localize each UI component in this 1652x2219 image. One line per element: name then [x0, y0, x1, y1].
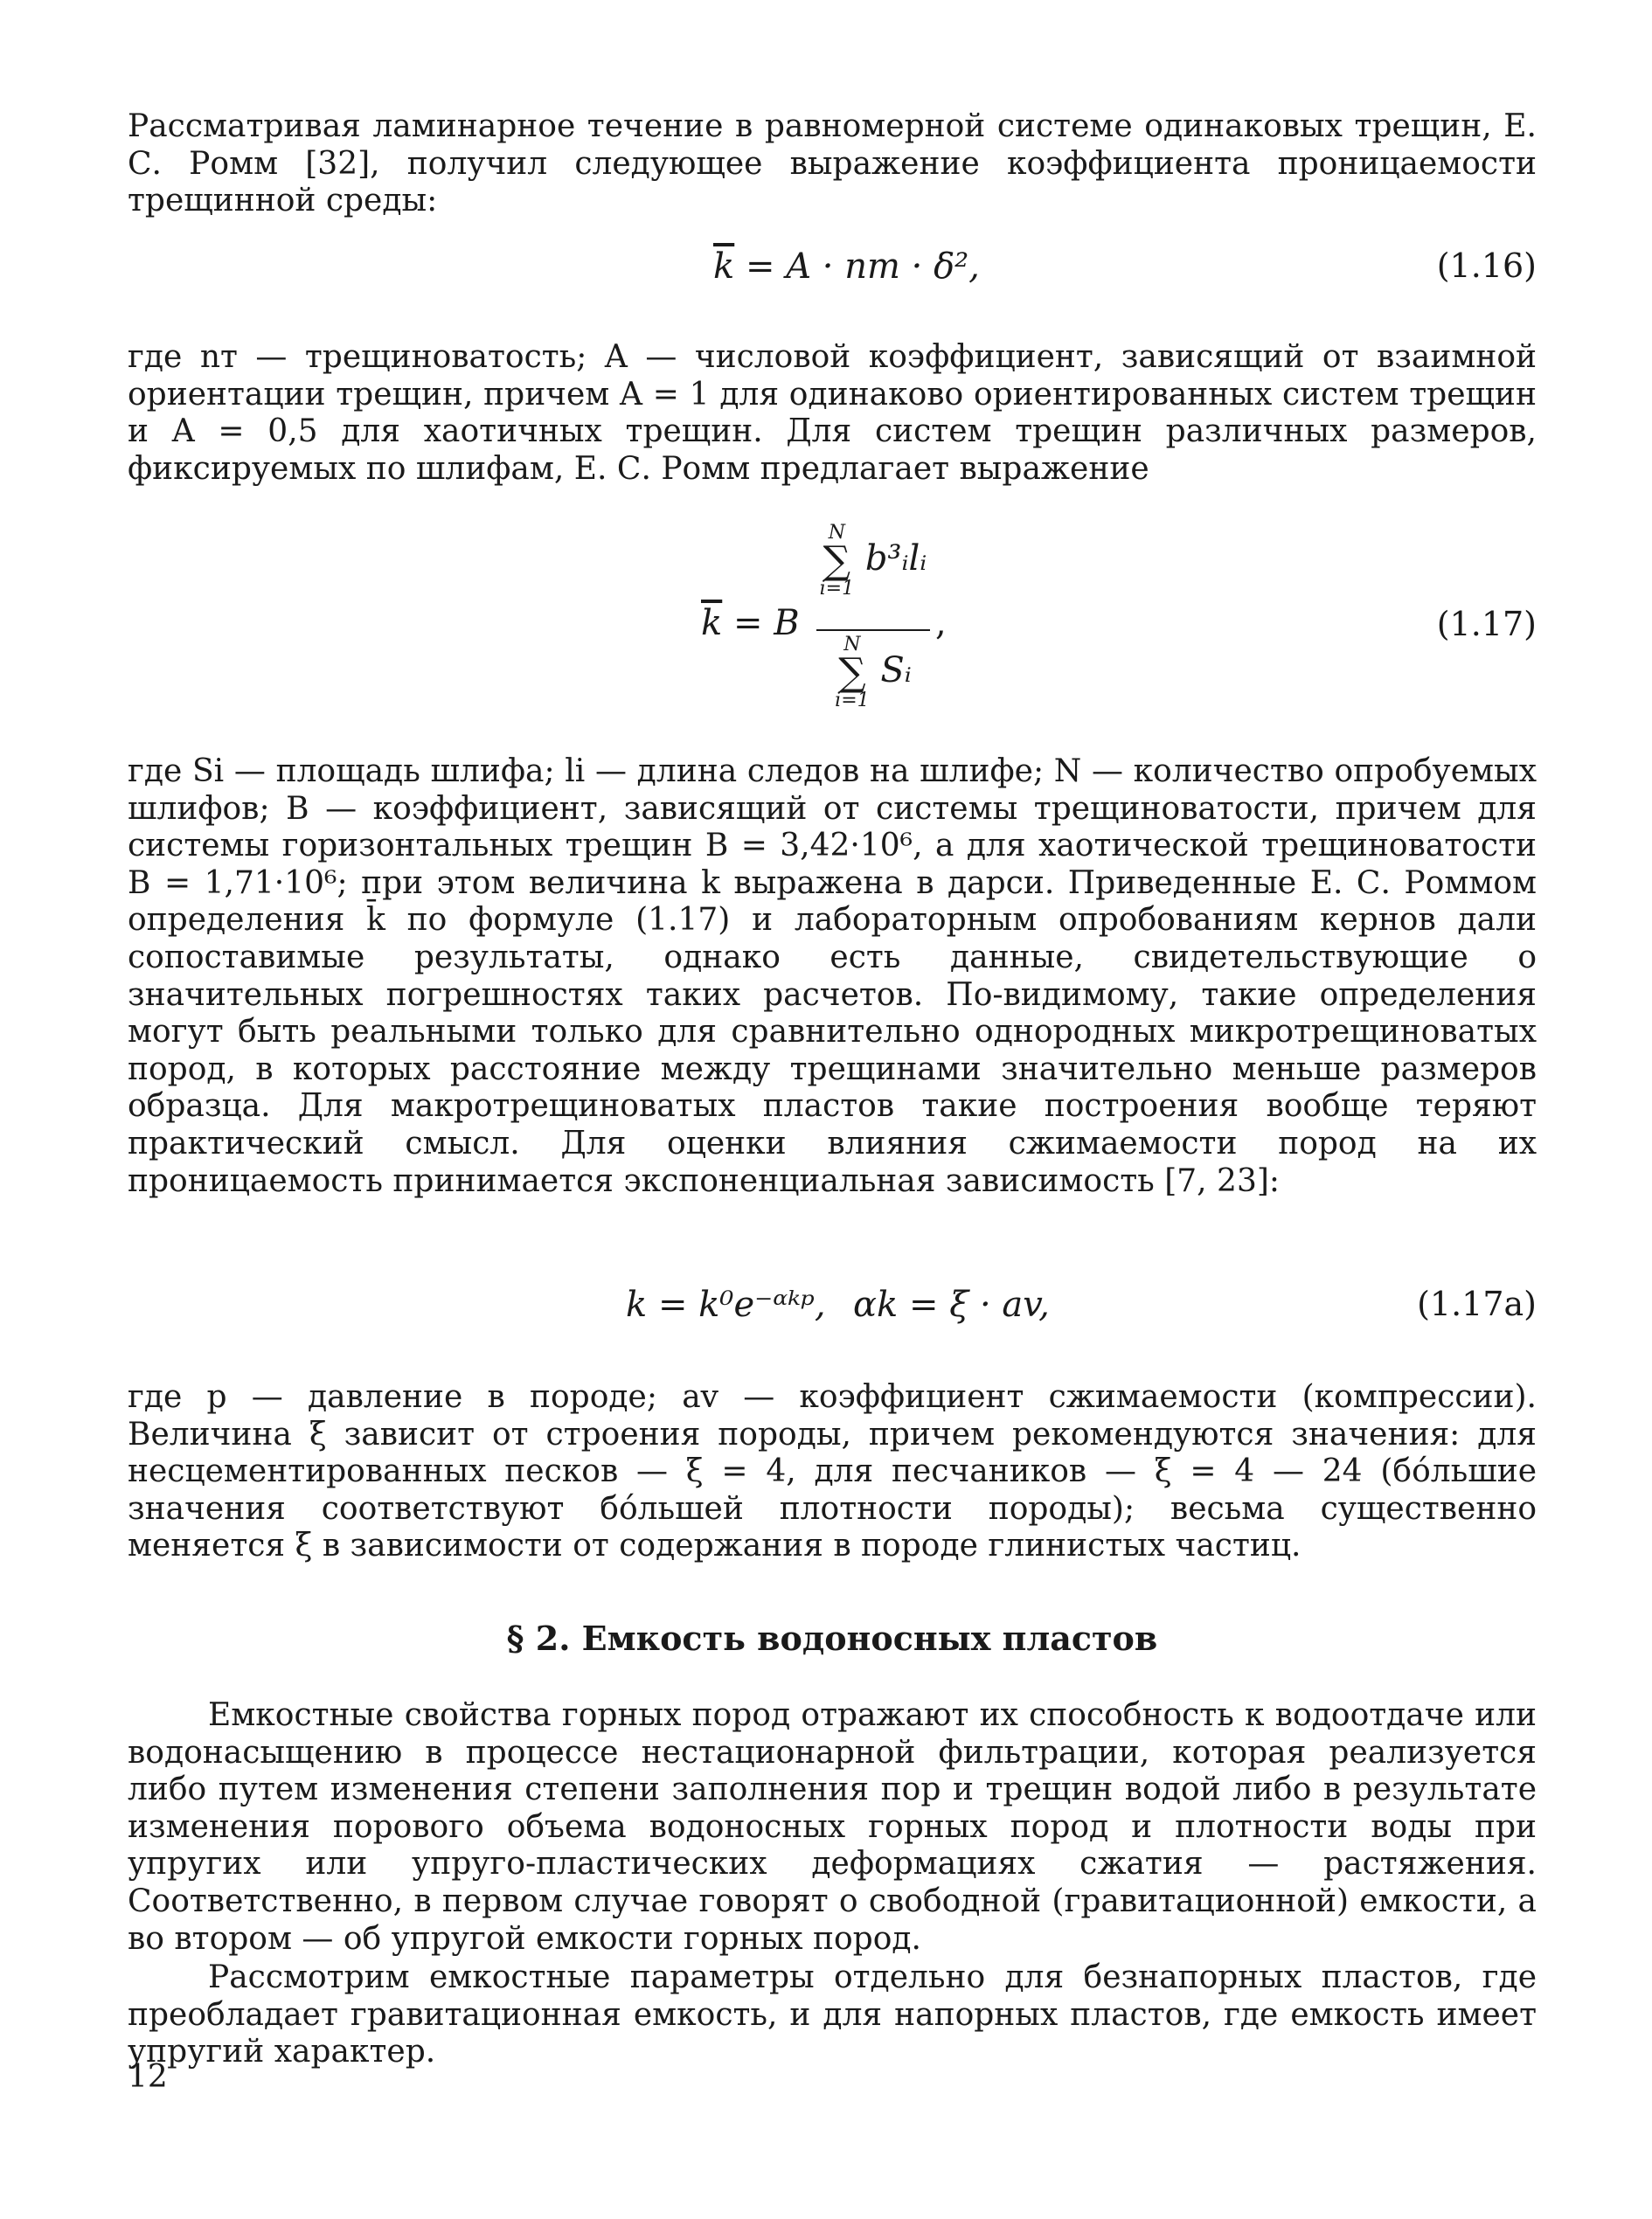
paragraph-ntr-definition: где nт — трещиноватость; A — числовой коэффициент, зависящий от взаимной ориентации трещин, причем A = 1 для одинаково ориентированных систем трещин и A = 0,5 для хаотичных трещин. Для систем трещин различных размеров, фиксируемых по шлифам, Е. С. Ромм предлагает выражение: [128, 339, 1537, 487]
equation-1-17: [128, 523, 1537, 731]
sum-upper-limit: N: [828, 522, 845, 544]
section-heading: § 2. Емкость водоносных пластов: [506, 1619, 1158, 1658]
coefficient-b: = B: [732, 603, 800, 643]
equation-1-17a-part2: αk = ξ · av,: [853, 1285, 1050, 1325]
paragraph-capacity-properties: Емкостные свойства горных пород отражают их способность к водоотдаче или водонасыщению в процессе нестационарной фильтрации, которая реализуется либо путем изменения степени заполнения пор и трещин водой либо в результате изменения порового объема водоносных горных пород и плотности воды при упругих или упруго-пластических деформациях сжатия — растяжения. Соответственно, в первом случае говорят о свободной (гравитационной) емкости, а во втором — об упругой емкости горных пород.: [128, 1697, 1537, 1957]
paragraph-romm-formula: где Si — площадь шлифа; li — длина следов на шлифе; N — количество опробуемых шлифов; B — коэффициент, зависящий от системы трещиноватости, причем для системы горизонтальных трещин B = 3,42·10⁶, а для хаотической трещиноватости B = 1,71·10⁶; при этом величина k выражена в дарси. Приведенные Е. С. Роммом определения k̄ по формуле (1.17) и лабораторным опробованиям кернов дали сопоставимые результаты, однако есть данные, свидетельствующие о значительных погрешностях таких расчетов. По-видимому, такие определения могут быть реальными только для сравнительно однородных микротрещиноватых пород, в которых расстояние между трещинами значительно меньше размеров образца. Для макротрещиноватых пластов такие построения вообще теряют практический смысл. Для оценки влияния сжимаемости пород на их проницаемость принимается экспоненциальная зависимость [7, 23]:: [128, 753, 1537, 1199]
equation-1-16-rhs: = A · nт · δ²,: [745, 246, 980, 287]
fraction-denominator: [816, 634, 930, 711]
fraction-numerator: [816, 523, 930, 600]
equation-number: (1.17a): [1417, 1285, 1537, 1323]
k-bar-symbol: $\overline{k}$: [713, 246, 735, 287]
paragraph-compressibility: где p — давление в породе; av — коэффициент сжимаемости (компрессии). Величина ξ зависит от строения породы, причем рекомендуются значения: для несцементированных песков — ξ = 4, для песчаников — ξ = 4 — 24 (бóльшие значения соответствуют бóльшей плотности породы); весьма существенно меняется ξ в зависимости от содержания в породе глинистых частиц.: [128, 1379, 1537, 1564]
sum-symbol: N ∑ i=1: [835, 634, 870, 711]
equation-1-17-lhs: [701, 603, 800, 643]
paragraph-capacity-parameters: Рассмотрим емкостные параметры отдельно для безнапорных пластов, где преобладает гравитационная емкость, и для напорных пластов, где емкость имеет упругий характер.: [128, 1959, 1537, 2070]
fraction-bar: [816, 629, 930, 631]
equation-1-17a-part1: k = k⁰e⁻ᵅᵏᵖ,: [626, 1285, 826, 1325]
equation-1-16: [128, 246, 1537, 299]
paragraph-intro: Рассматривая ламинарное течение в равномерной системе одинаковых трещин, Е. С. Ромм [32], получил следующее выражение коэффициента проницаемости трещинной среды:: [128, 108, 1537, 219]
equation-number: (1.17): [1436, 605, 1537, 643]
sum-symbol: N ∑ i=1: [819, 522, 855, 600]
equation-1-16-formula: [713, 246, 980, 287]
sum-lower-limit: i=1: [819, 578, 855, 600]
equation-1-17a: [128, 1285, 1537, 1337]
sum-upper-limit: N: [843, 634, 861, 655]
denominator-term: Sᵢ: [880, 650, 912, 690]
k-bar-symbol: $\overline{k}$: [701, 603, 723, 643]
equation-1-17-comma: ,: [935, 603, 947, 643]
numerator-term: b³ᵢlᵢ: [864, 538, 927, 579]
sum-lower-limit: i=1: [835, 690, 870, 711]
page-number: 12: [128, 2059, 168, 2095]
equation-number: (1.16): [1436, 246, 1537, 285]
